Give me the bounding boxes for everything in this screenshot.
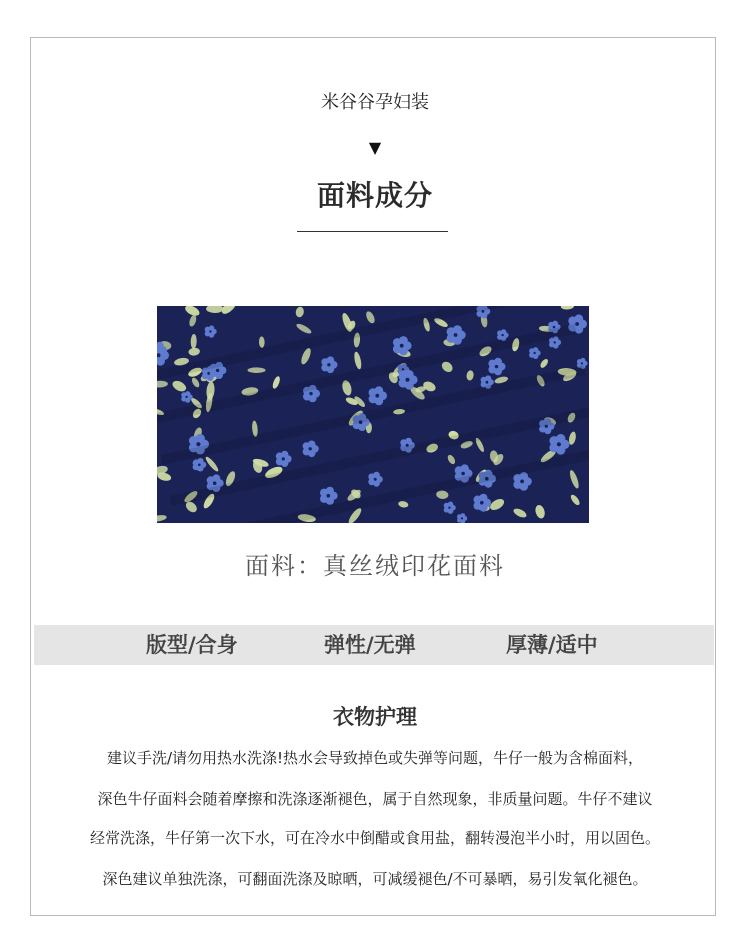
care-line: 深色建议单独洗涤，可翻面洗涤及晾晒，可减缓褪色/不可暴晒，易引发氧化褪色。: [102, 870, 648, 888]
spec-thickness: 厚薄/适中: [506, 633, 598, 657]
fabric-label: 面料：真丝绒印花面料: [245, 552, 505, 580]
specs-bar: [34, 625, 714, 665]
care-line: 经常洗涤，牛仔第一次下水，可在冷水中倒醋或食用盐，翻转漫泡半小时，用以固色。: [89, 829, 660, 847]
care-line: 建议手洗/请勿用热水洗涤!热水会导致掉色或失弹等问题，牛仔一般为含棉面料，: [106, 749, 644, 767]
spec-elasticity: 弹性/无弹: [324, 633, 416, 657]
care-title: 衣物护理: [333, 705, 417, 729]
fabric-photo: [157, 306, 589, 523]
title-underline: [297, 231, 448, 232]
care-line: 深色牛仔面料会随着摩擦和洗涤逐渐褪色，属于自然现象，非质量问题。牛仔不建议: [97, 790, 653, 808]
floral-fabric-icon: [157, 306, 589, 523]
spec-fit: 版型/合身: [146, 633, 238, 657]
down-arrow-icon: ▼: [368, 138, 382, 157]
section-title: 面料成分: [316, 179, 433, 212]
brand-name: 米谷谷孕妇装: [321, 92, 429, 113]
